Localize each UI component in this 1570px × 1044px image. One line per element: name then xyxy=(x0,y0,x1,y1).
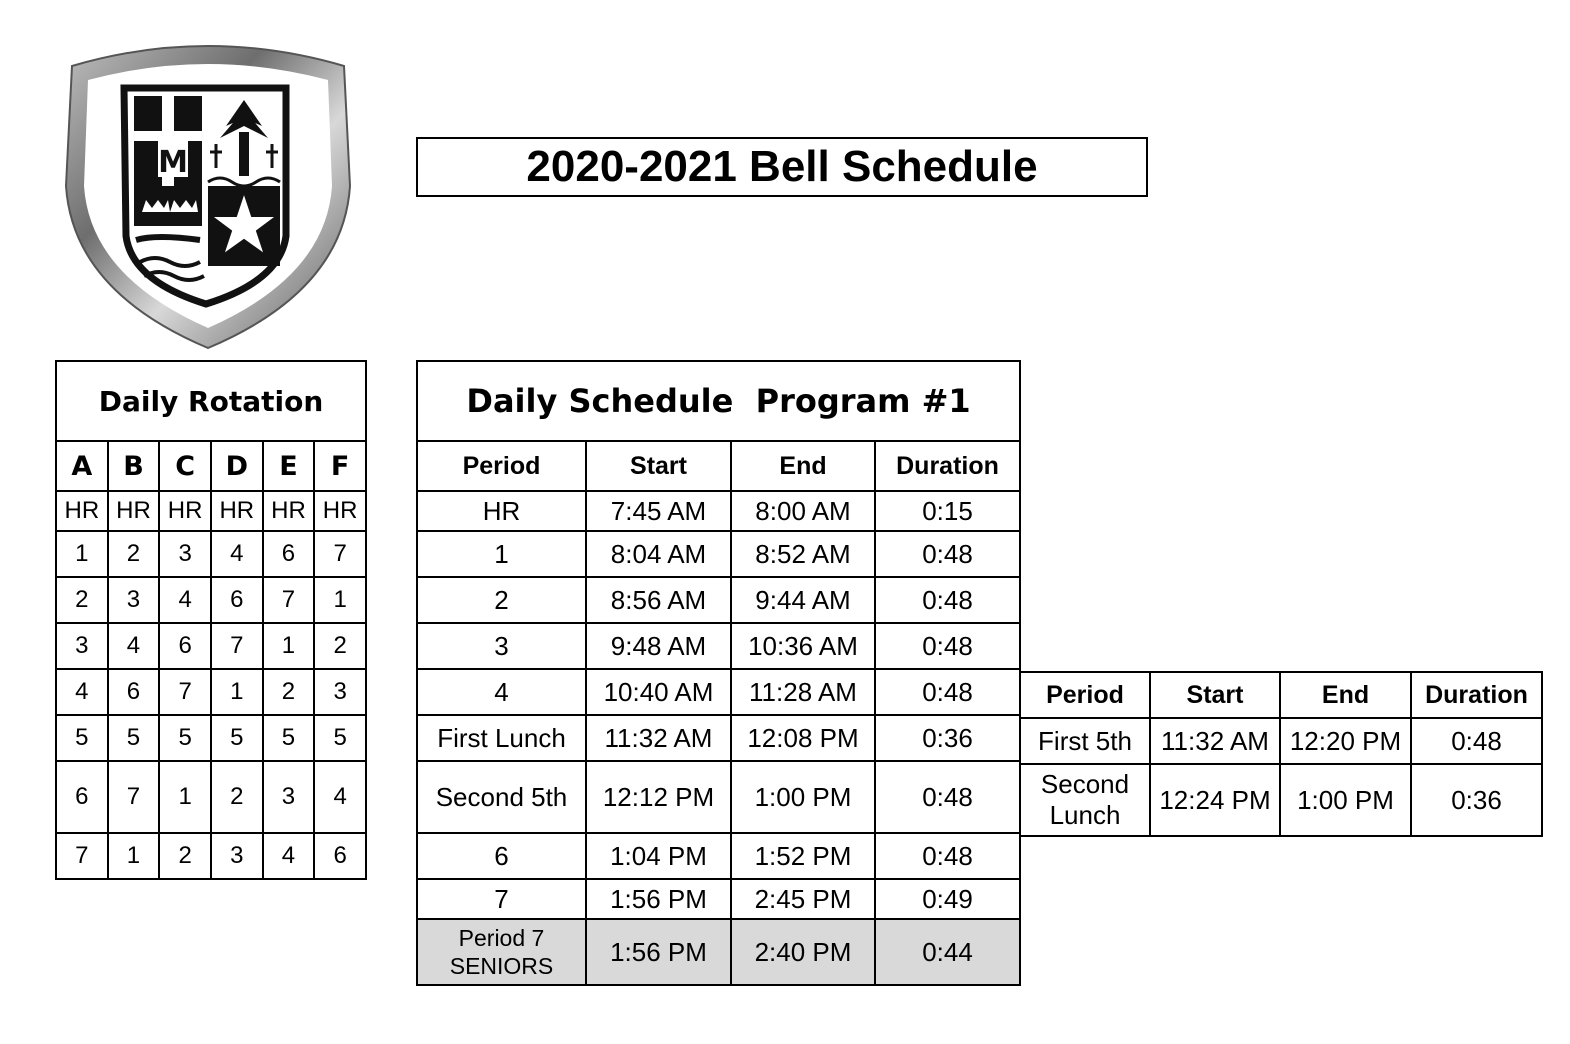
rotation-cell: 5 xyxy=(314,715,366,761)
daily-rotation-table xyxy=(55,360,367,880)
schedule-end-cell: 12:08 PM xyxy=(731,715,875,761)
schedule-period-cell: 3 xyxy=(417,623,586,669)
senior-end: 2:40 PM xyxy=(731,919,875,985)
school-crest-logo xyxy=(58,36,358,356)
schedule-start-cell: 12:12 PM xyxy=(586,761,731,833)
schedule-period-cell: 4 xyxy=(417,669,586,715)
alt-start: 12:24 PM xyxy=(1150,764,1280,836)
table-row xyxy=(56,761,366,833)
schedule-end-cell: 2:45 PM xyxy=(731,879,875,919)
table-row xyxy=(417,577,1020,623)
table-row xyxy=(417,669,1020,715)
rotation-cell: HR xyxy=(159,491,211,531)
schedule-start-cell: 11:32 AM xyxy=(586,715,731,761)
rotation-cell: 2 xyxy=(263,669,315,715)
table-row xyxy=(56,491,366,531)
table-row xyxy=(417,491,1020,531)
schedule-start-cell: 8:04 AM xyxy=(586,531,731,577)
rotation-cell: 6 xyxy=(159,623,211,669)
alt-duration: 0:48 xyxy=(1411,718,1542,764)
rotation-cell: 3 xyxy=(314,669,366,715)
rotation-cell: 6 xyxy=(56,761,108,833)
alt-header-duration: Duration xyxy=(1411,672,1542,718)
rotation-cell: 3 xyxy=(159,531,211,577)
rotation-cell: 7 xyxy=(159,669,211,715)
page-title: 2020-2021 Bell Schedule xyxy=(416,137,1148,197)
rotation-cell: 2 xyxy=(56,577,108,623)
rotation-cell: 7 xyxy=(263,577,315,623)
rotation-caption: Daily Rotation xyxy=(56,361,366,441)
schedule-end-cell: 9:44 AM xyxy=(731,577,875,623)
rotation-cell: 2 xyxy=(314,623,366,669)
rotation-cell: 4 xyxy=(211,531,263,577)
senior-period-line1: Period 7 xyxy=(458,925,545,951)
rotation-cell: 5 xyxy=(211,715,263,761)
schedule-period-cell: First Lunch xyxy=(417,715,586,761)
rotation-cell: HR xyxy=(56,491,108,531)
rotation-cell: 5 xyxy=(56,715,108,761)
schedule-duration-cell: 0:48 xyxy=(875,577,1020,623)
schedule-end-cell: 10:36 AM xyxy=(731,623,875,669)
schedule-duration-cell: 0:36 xyxy=(875,715,1020,761)
rotation-cell: 1 xyxy=(314,577,366,623)
rotation-cell: 1 xyxy=(108,833,160,879)
schedule-start-cell: 1:04 PM xyxy=(586,833,731,879)
table-row xyxy=(1020,764,1542,836)
rotation-cell: HR xyxy=(211,491,263,531)
table-row xyxy=(56,715,366,761)
rotation-cell: 7 xyxy=(108,761,160,833)
schedule-start-cell: 7:45 AM xyxy=(586,491,731,531)
table-row xyxy=(1020,718,1542,764)
schedule-duration-cell: 0:48 xyxy=(875,833,1020,879)
rotation-day-header: B xyxy=(108,441,160,491)
rotation-cell: 4 xyxy=(263,833,315,879)
svg-text:M: M xyxy=(158,145,188,180)
schedule-period-cell: 1 xyxy=(417,531,586,577)
table-row xyxy=(56,669,366,715)
schedule-end-cell: 8:52 AM xyxy=(731,531,875,577)
schedule-start-cell: 1:56 PM xyxy=(586,879,731,919)
alt-header-start: Start xyxy=(1150,672,1280,718)
schedule-duration-cell: 0:48 xyxy=(875,623,1020,669)
rotation-cell: 5 xyxy=(159,715,211,761)
alt-header-period: Period xyxy=(1020,672,1150,718)
rotation-cell: 3 xyxy=(211,833,263,879)
schedule-period-cell: 7 xyxy=(417,879,586,919)
alt-period xyxy=(1020,764,1150,836)
schedule-duration-cell: 0:15 xyxy=(875,491,1020,531)
rotation-cell: 1 xyxy=(56,531,108,577)
rotation-cell: 7 xyxy=(314,531,366,577)
schedule-header-start: Start xyxy=(586,441,731,491)
rotation-day-header: C xyxy=(159,441,211,491)
schedule-header-end: End xyxy=(731,441,875,491)
schedule-end-cell: 11:28 AM xyxy=(731,669,875,715)
schedule-period-cell: Second 5th xyxy=(417,761,586,833)
table-row xyxy=(56,623,366,669)
schedule-caption: Daily Schedule Program #1 xyxy=(417,361,1020,441)
table-row xyxy=(56,577,366,623)
alt-start: 11:32 AM xyxy=(1150,718,1280,764)
rotation-cell: 1 xyxy=(159,761,211,833)
schedule-header-period: Period xyxy=(417,441,586,491)
alt-period-line1: Second xyxy=(1040,769,1130,799)
rotation-day-header: F xyxy=(314,441,366,491)
alt-end: 1:00 PM xyxy=(1280,764,1411,836)
schedule-duration-cell: 0:48 xyxy=(875,761,1020,833)
rotation-cell: HR xyxy=(263,491,315,531)
alt-duration: 0:36 xyxy=(1411,764,1542,836)
rotation-cell: 1 xyxy=(211,669,263,715)
rotation-cell: 4 xyxy=(108,623,160,669)
table-row xyxy=(417,531,1020,577)
alt-period: First 5th xyxy=(1020,718,1150,764)
rotation-day-header: D xyxy=(211,441,263,491)
rotation-cell: 4 xyxy=(56,669,108,715)
rotation-cell: 7 xyxy=(211,623,263,669)
table-row xyxy=(417,833,1020,879)
rotation-cell: 1 xyxy=(263,623,315,669)
rotation-cell: 4 xyxy=(314,761,366,833)
rotation-cell: 6 xyxy=(211,577,263,623)
senior-period-cell xyxy=(417,919,586,985)
rotation-day-header: E xyxy=(263,441,315,491)
schedule-duration-cell: 0:48 xyxy=(875,531,1020,577)
rotation-cell: 5 xyxy=(263,715,315,761)
table-row xyxy=(56,531,366,577)
rotation-cell: 2 xyxy=(159,833,211,879)
rotation-cell: 3 xyxy=(56,623,108,669)
rotation-cell: 2 xyxy=(211,761,263,833)
table-row xyxy=(417,715,1020,761)
schedule-end-cell: 8:00 AM xyxy=(731,491,875,531)
rotation-cell: 4 xyxy=(159,577,211,623)
table-row xyxy=(56,833,366,879)
schedule-start-cell: 8:56 AM xyxy=(586,577,731,623)
schedule-period-cell: 2 xyxy=(417,577,586,623)
table-row xyxy=(417,879,1020,919)
rotation-cell: 7 xyxy=(56,833,108,879)
alt-period-line2: Lunch xyxy=(1049,800,1121,830)
rotation-cell: 2 xyxy=(108,531,160,577)
schedule-period-cell: 6 xyxy=(417,833,586,879)
alt-header-end: End xyxy=(1280,672,1411,718)
schedule-start-cell: 10:40 AM xyxy=(586,669,731,715)
senior-duration: 0:44 xyxy=(875,919,1020,985)
rotation-cell: 5 xyxy=(108,715,160,761)
rotation-cell: 6 xyxy=(314,833,366,879)
daily-schedule-table xyxy=(416,360,1021,986)
rotation-cell: 3 xyxy=(108,577,160,623)
senior-start: 1:56 PM xyxy=(586,919,731,985)
rotation-cell: 6 xyxy=(263,531,315,577)
schedule-end-cell: 1:52 PM xyxy=(731,833,875,879)
table-row xyxy=(417,761,1020,833)
rotation-day-header: A xyxy=(56,441,108,491)
schedule-period-cell: HR xyxy=(417,491,586,531)
senior-row xyxy=(417,919,1020,985)
schedule-duration-cell: 0:48 xyxy=(875,669,1020,715)
alternate-lunch-table xyxy=(1019,671,1543,837)
rotation-cell: HR xyxy=(314,491,366,531)
alt-end: 12:20 PM xyxy=(1280,718,1411,764)
schedule-start-cell: 9:48 AM xyxy=(586,623,731,669)
schedule-duration-cell: 0:49 xyxy=(875,879,1020,919)
rotation-cell: HR xyxy=(108,491,160,531)
senior-period-line2: SENIORS xyxy=(449,953,554,979)
table-row xyxy=(417,623,1020,669)
rotation-cell: 6 xyxy=(108,669,160,715)
schedule-end-cell: 1:00 PM xyxy=(731,761,875,833)
schedule-header-duration: Duration xyxy=(875,441,1020,491)
rotation-cell: 3 xyxy=(263,761,315,833)
